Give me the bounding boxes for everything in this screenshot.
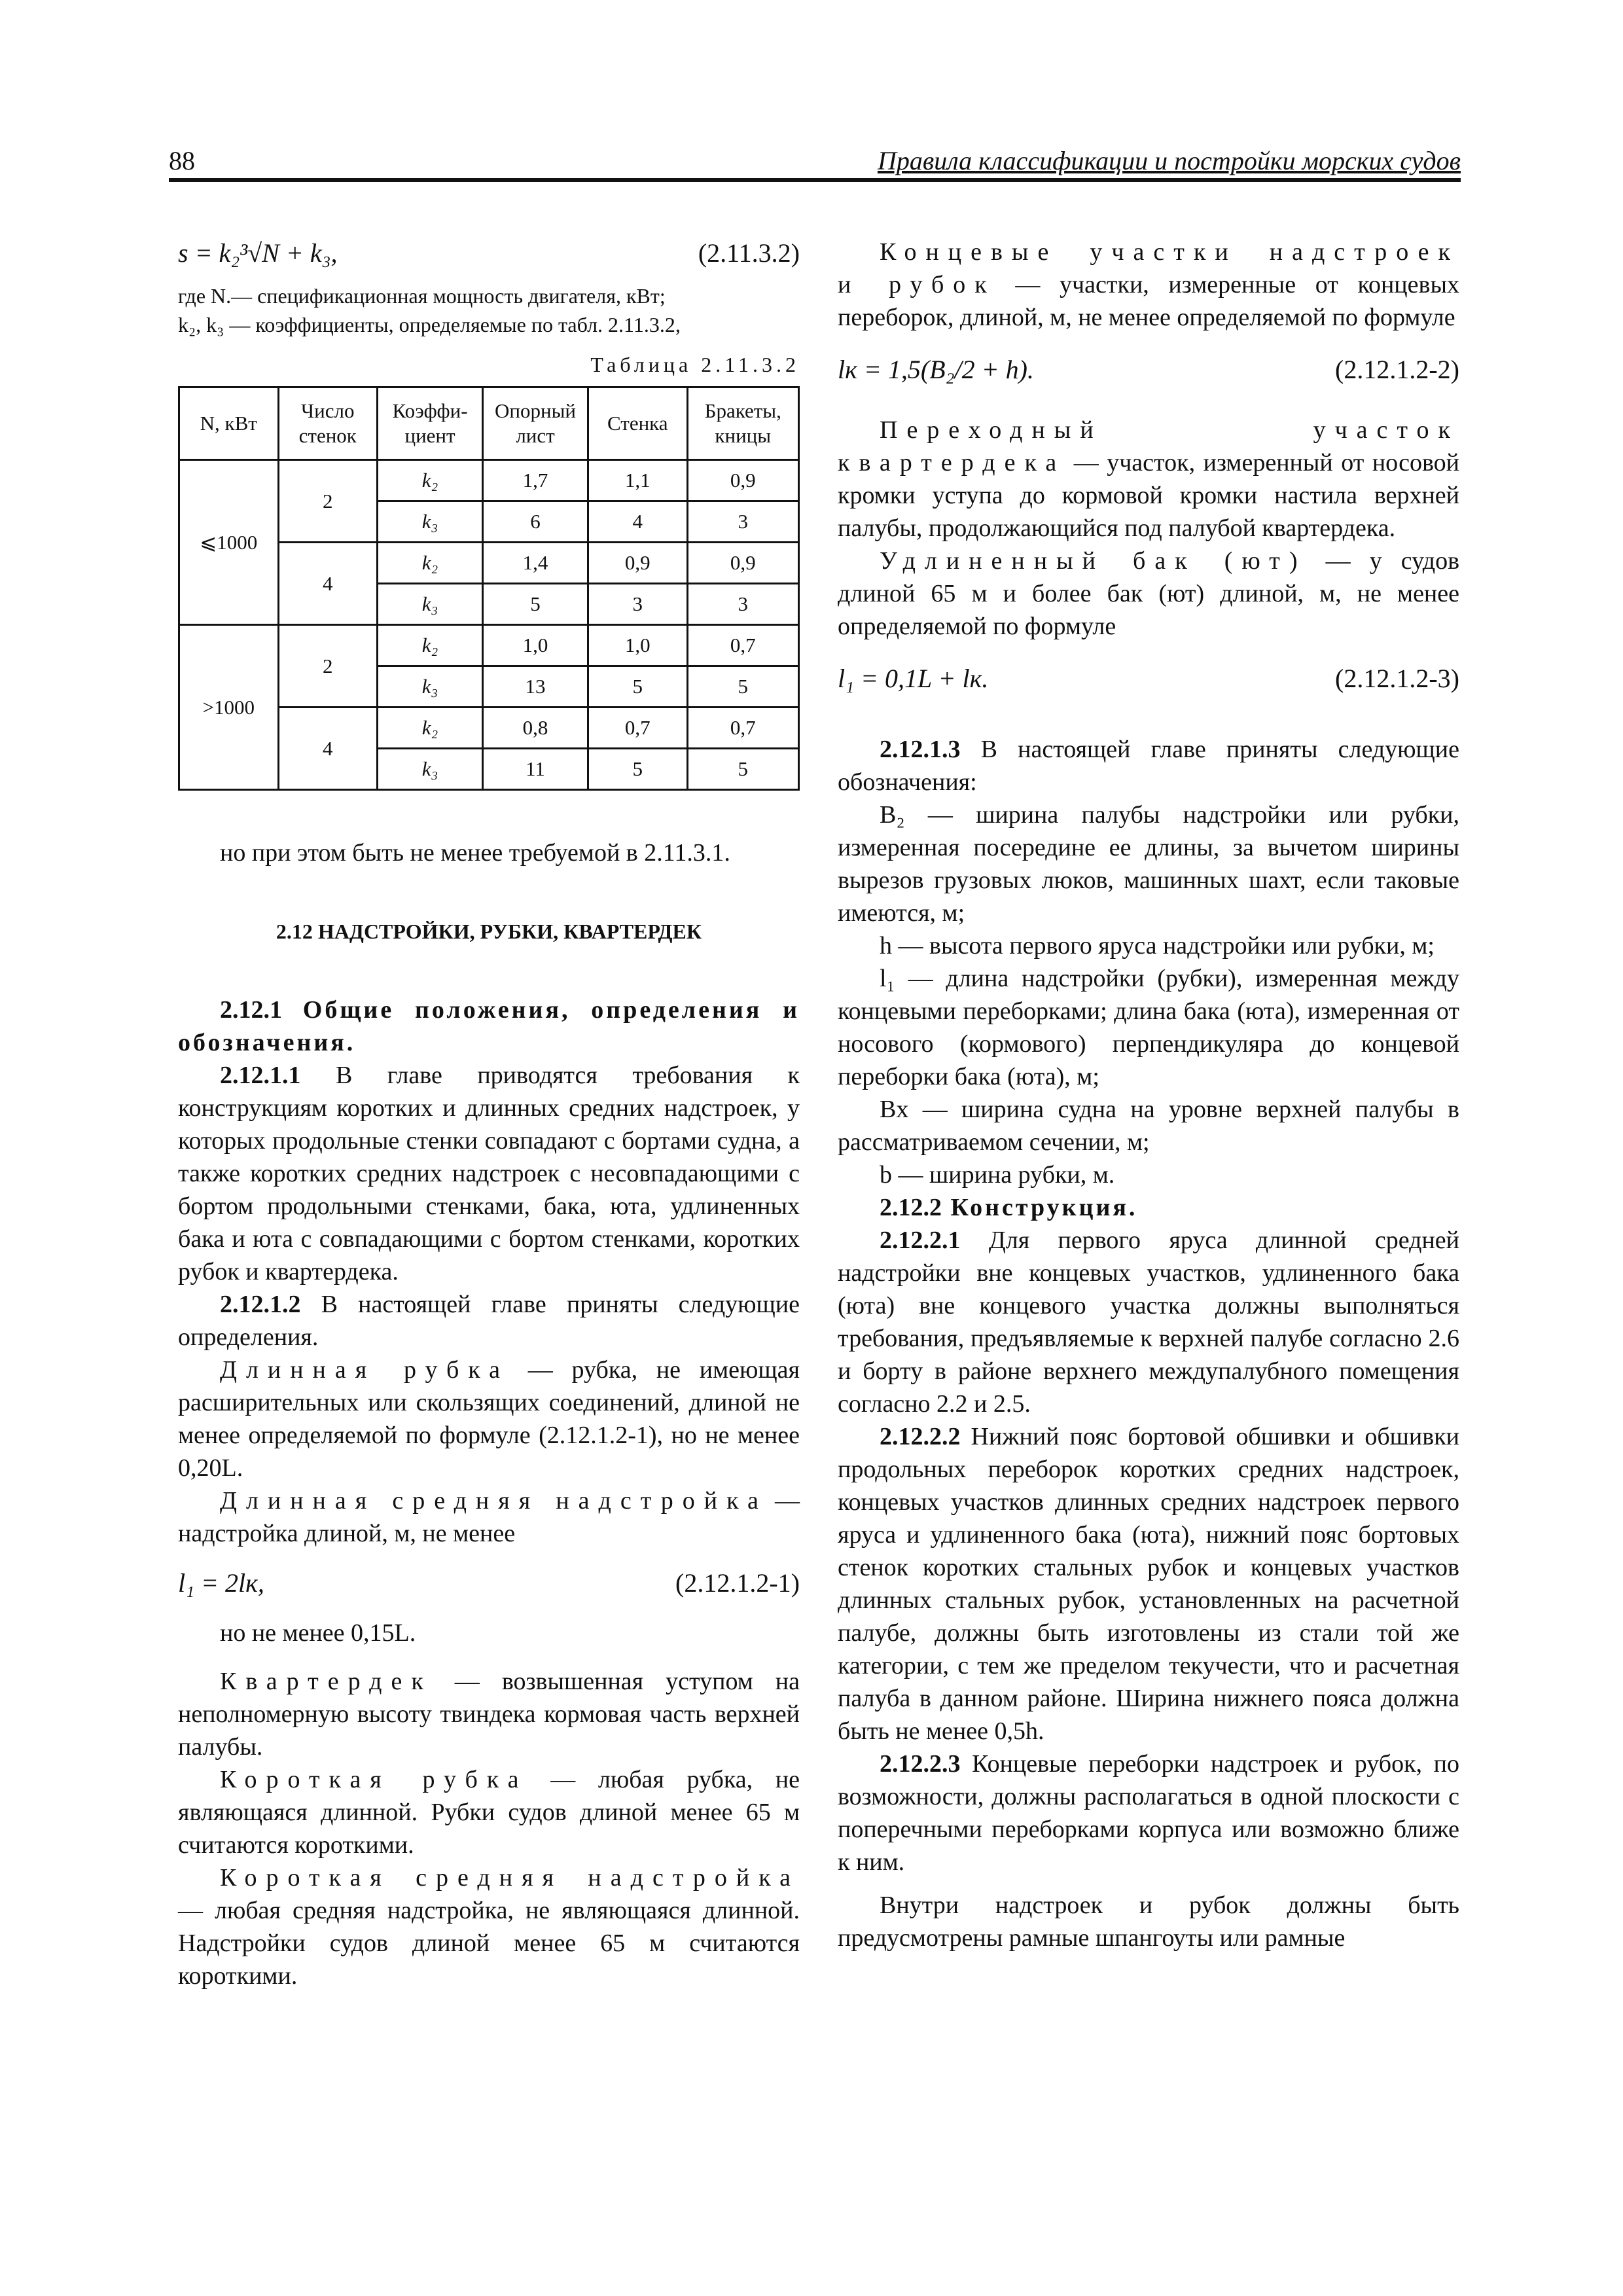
paragraph-2-12-1-1 [178,1059,800,1288]
clause-text: В главе приводятся требования к конструкциям коротких и длинных средних надстроек, у которых продольные стенки совпадают с бортами судна, а также коротких средних надстроек с несовпадающими с бортом продольными стенками, бака, юта, удлиненных бака и юта с совпадающими с бортом стенками, коротких рубок и квартердека. [178,1062,800,1285]
paragraph-2-12-2-1 [838,1224,1459,1420]
table-cell: k₃ [378,501,483,543]
definition-term: Короткая рубка [220,1766,528,1793]
left-column [178,236,800,1992]
table-cell: 1,0 [588,625,688,666]
table-cell: 0,7 [588,708,688,749]
clause-text: В настоящей главе приняты следующие обозначения: [838,736,1459,796]
formula-number: (2.11.3.2) [698,238,800,268]
paragraph-2-12-1 [178,994,800,1059]
table-title: Таблица 2.11.3.2 [590,353,800,376]
where-line-2: k₂, k₃ — коэффициенты, определяемые по табл. 2.11.3.2, [178,313,681,336]
table-cell: 11 [483,749,588,790]
formula-2-11-3-2 [178,236,800,271]
table-cell: k₃ [378,584,483,625]
clause-number: 2.12.2 [880,1194,942,1221]
paragraph-2-12-1-3 [838,733,1459,798]
formula-number: (2.12.1.2-2) [1335,355,1459,384]
definition-quarterdeck [178,1665,800,1763]
table-cell: 3 [687,584,798,625]
table-cell: 3 [588,584,688,625]
formula-expression: l₁ = 2lк, [178,1568,264,1598]
table-cell: k₃ [378,666,483,708]
formula-expression: l₁ = 0,1L + lк. [838,664,989,693]
table-cell: 1,0 [483,625,588,666]
page-header [169,139,1461,181]
clause-text: Для первого яруса длинной средней надстройки вне концевых участков, удлиненного бака (юта) вне концевого участка должны выполняться требования, предъявляемые к верхней палубе согласно 2.6 и борту в районе верхнего междупалубного помещения согласно 2.2 и 2.5. [838,1227,1459,1418]
definition-extended-forecastle [838,545,1459,643]
after-table-text: но при этом быть не менее требуемой в 2.11.3.1. [220,839,730,867]
table-cell: 2 [278,625,378,708]
definition-text: — возвышенная уступом на неполномерную высоту твиндека кормовая часть верхней палубы. [178,1668,800,1761]
table-cell: k₂ [378,543,483,584]
table-cell: 1,7 [483,460,588,501]
col-header-coefficient: Коэффи-циент [378,387,483,460]
definition-term: Переходный участок квартердека [838,416,1459,476]
definition-text: — участки, измеренные от концевых переборок, длиной, м, не менее определяемой по формуле [838,271,1459,331]
clause-text: Нижний пояс бортовой обшивки и обшивки продольных переборок коротких средних надстроек, концевых участков длинных средних надстроек первого яруса и удлиненного бака (юта), нижний пояс бортовых стенок коротких стальных рубок и концевых участков длинных стальных рубок, установленных на расчетной палубе, должны быть изготовлены из стали той же категории, с тем же пределом текучести, что и расчетная палуба в данном районе. Ширина нижнего пояса должна быть не менее 0,5h. [838,1423,1459,1745]
definition-short-superstructure [178,1861,800,1992]
paragraph-continuation: Внутри надстроек и рубок должны быть предусмотрены рамные шпангоуты или рамные [838,1892,1459,1952]
table-cell: >1000 [179,625,279,790]
definition-text: — любая рубка, не являющаяся длинной. Рубки судов длиной менее 65 м считаются короткими. [178,1766,800,1859]
table-cell: 0,7 [687,708,798,749]
definition-term: Длинная рубка [220,1356,510,1384]
table-cell: 13 [483,666,588,708]
col-header-support-sheet: Опорный лист [483,387,588,460]
col-header-brackets: Бракеты, кницы [687,387,798,460]
definition-term: Удлиненный бак (ют) [880,547,1307,575]
formula-number: (2.12.1.2-3) [1335,664,1459,693]
table-cell: 0,9 [687,543,798,584]
page-number: 88 [169,146,195,175]
formula-expression: lк = 1,5(B₂/2 + h). [838,355,1034,384]
table-cell: ⩽1000 [179,460,279,625]
table-cell: k₃ [378,749,483,790]
table-cell: 0,8 [483,708,588,749]
paragraph-2-12-2-2 [838,1420,1459,1748]
after-formula-text: но не менее 0,15L. [220,1619,416,1647]
table-cell: 4 [278,543,378,625]
table-cell: 0,7 [687,625,798,666]
table-cell: k₂ [378,625,483,666]
table-cell: 5 [483,584,588,625]
table-row [179,460,799,501]
clause-number: 2.12.1.1 [220,1062,301,1089]
definition-term: Короткая средняя надстройка [220,1864,800,1892]
table-header-row [179,387,799,460]
table-row [179,625,799,666]
definition-term: Длинная средняя надстройка [220,1487,768,1515]
definition-end-portions [838,236,1459,334]
formula-2-12-1-2-2 [838,352,1459,387]
clause-text: Концевые переборки надстроек и рубок, по возможности, должны располагаться в одной плоскости с поперечными переборками корпуса или возможно ближе к ним. [838,1750,1459,1876]
table-cell: 2 [278,460,378,543]
formula-number: (2.12.1.2-1) [675,1568,800,1598]
table-cell: k₂ [378,708,483,749]
clause-number: 2.12.1 [220,996,282,1024]
paragraph-2-12-2 [838,1191,1459,1224]
notation-bx: Bx — ширина судна на уровне верхней палубы в рассматриваемом сечении, м; [838,1096,1459,1156]
section-title: 2.12 НАДСТРОЙКИ, РУБКИ, КВАРТЕРДЕК [276,920,702,943]
notation-b: b — ширина рубки, м. [880,1161,1115,1189]
table-cell: 4 [278,708,378,790]
definition-text: — участок, измеренный от носовой кромки уступа до кормовой кромки настила верхней палубы, продолжающийся под палубой квартердека. [838,449,1459,542]
table-cell: 1,4 [483,543,588,584]
table-cell: 0,9 [687,460,798,501]
formula-2-12-1-2-3 [838,661,1459,696]
definition-transition-quarterdeck [838,414,1459,545]
col-header-wall: Стенка [588,387,688,460]
definition-term: Квартердек [220,1668,433,1695]
clause-text: Конструкция. [942,1194,1138,1221]
header-rule [169,178,1461,182]
definition-text: — надстройка длиной, м, не менее [178,1487,800,1547]
table-cell: 5 [588,666,688,708]
formula-expression: s = k₂³√N + k₃, [178,238,338,268]
col-header-power: N, кВт [179,387,279,460]
table-cell: 0,9 [588,543,688,584]
definition-text: — любая средняя надстройка, не являющаяся длинной. Надстройки судов длиной менее 65 м считаются короткими. [178,1897,800,1990]
paragraph-2-12-1-2 [178,1288,800,1354]
table-cell: k₂ [378,460,483,501]
clause-text: Общие положения, определения и обозначения. [178,996,800,1056]
table-cell: 5 [687,749,798,790]
clause-number: 2.12.2.3 [880,1750,961,1778]
definition-text: — у судов длиной 65 м и более бак (ют) длиной, м, не менее определяемой по формуле [838,547,1460,640]
definition-term: Концевые участки надстроек и рубок [838,238,1459,298]
clause-number: 2.12.2.1 [880,1227,961,1254]
table-cell: 1,1 [588,460,688,501]
clause-number: 2.12.1.2 [220,1291,301,1318]
table-cell: 4 [588,501,688,543]
running-title: Правила классификации и постройки морских судов [877,146,1461,175]
right-column [838,236,1459,1954]
paragraph-2-12-2-3 [838,1748,1459,1878]
table-cell: 5 [687,666,798,708]
formula-2-12-1-2-1 [178,1566,800,1601]
notation-h: h — высота первого яруса надстройки или рубки, м; [880,932,1435,960]
definition-long-superstructure [178,1484,800,1550]
coefficients-table [178,386,800,791]
clause-number: 2.12.2.2 [880,1423,961,1450]
notation-l1: l₁ — длина надстройки (рубки), измеренная между концевыми переборками; длина бака (юта), измеренная от носового (кормового) перпендикуляра до концевой переборки бака (юта), м; [838,965,1459,1090]
col-header-walls: Число стенок [278,387,378,460]
definition-short-deckhouse [178,1763,800,1861]
definition-long-deckhouse [178,1354,800,1484]
table-cell: 6 [483,501,588,543]
where-line-1: где N.— спецификационная мощность двигателя, кВт; [178,284,666,308]
clause-number: 2.12.1.3 [880,736,961,763]
table-cell: 5 [588,749,688,790]
definition-text: — рубка, не имеющая расширительных или скользящих соединений, длиной не менее определяемой по формуле (2.12.1.2-1), но не менее 0,20L. [178,1356,800,1482]
notation-b2: B₂ — ширина палубы надстройки или рубки, измеренная посередине ее длины, за вычетом ширины вырезов грузовых люков, машинных шахт, если таковые имеются, м; [838,801,1459,927]
clause-text: В настоящей главе приняты следующие определения. [178,1291,800,1351]
table-cell: 3 [687,501,798,543]
